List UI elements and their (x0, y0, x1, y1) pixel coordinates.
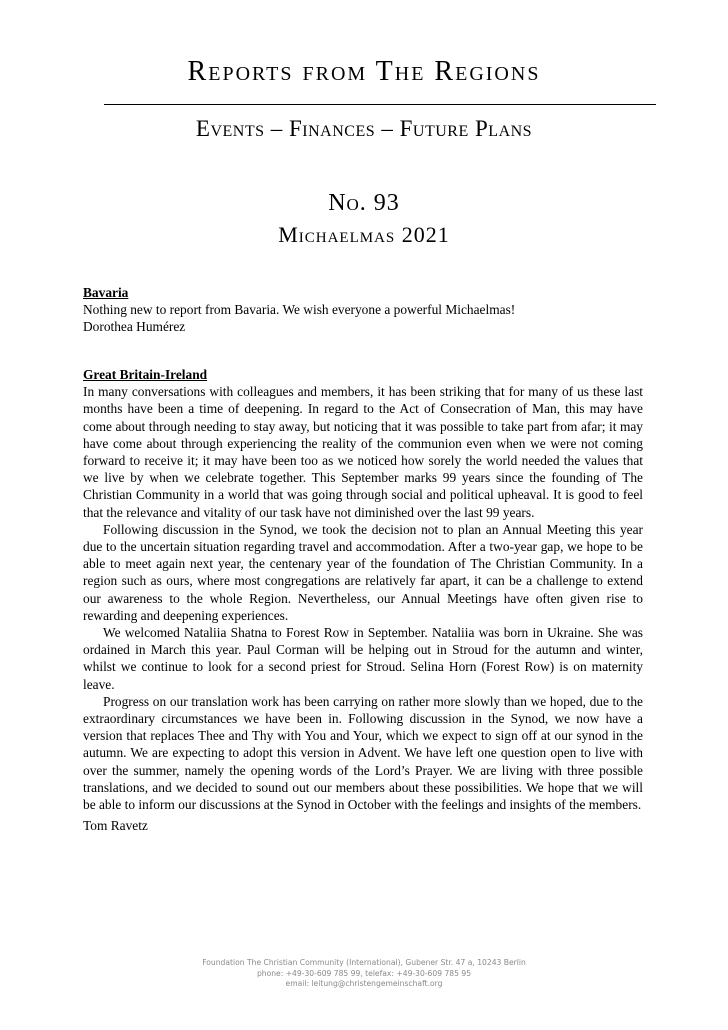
document-subtitle: Events – Finances – Future Plans (195, 116, 533, 141)
section-signature: Dorothea Humérez (83, 319, 186, 335)
section-signature: Tom Ravetz (83, 818, 148, 834)
section-paragraph: Following discussion in the Synod, we took the decision not to plan an Annual Meeting this year due to the uncertain situation regarding travel and accommodation. After a two-year gap, we hope to be able to meet again next year, the centenary year of the foundation of The Christian Community. In a region such as ours, where most congregations are relatively far apart, it can be a challenge to extend our awareness to the whole Region. Nevertheless, our Annual Meetings have often given rise to rewarding and deepening experiences. (83, 521, 643, 623)
section-great-britain-ireland (83, 366, 643, 834)
page-footer (0, 958, 728, 990)
footer-address: Foundation The Christian Community (International), Gubener Str. 47 a, 10243 Berlin (202, 958, 526, 967)
section-paragraph: Progress on our translation work has been carrying on rather more slowly than we hoped, due to the extraordinary circumstances we have been in. Following discussion in the Synod, we now have a version that replaces Thee and Thy with You and Your, which we expect to sign off at our synod in the autumn. We are expecting to adopt this version in Advent. We have left one question open to live with over the summer, namely the opening words of the Lord’s Prayer. We are living with three possible translations, and we decided to sound out our members about these possibilities. We hope that we will be able to inform our discussions at the Synod in October with the feelings and insights of the members. (83, 693, 643, 813)
section-paragraph: We welcomed Nataliia Shatna to Forest Row in September. Nataliia was born in Ukraine. She was ordained in March this year. Paul Corman will be helping out in Stroud for the autumn and winter, whilst we continue to look for a second priest for Stroud. Selina Horn (Forest Row) is on maternity leave. (83, 625, 643, 692)
section-heading: Great Britain-Ireland (83, 367, 208, 382)
section-bavaria (83, 284, 643, 336)
section-paragraph: Nothing new to report from Bavaria. We wish everyone a powerful Michaelmas! (83, 302, 516, 318)
section-paragraph: In many conversations with colleagues and members, it has been striking that for many of us these last months have been a time of deepening. In regard to the Act of Consecration of Man, this may have come about through needing to stay away, but noticing that it was possible to take part from afar; it may have come about through experiencing the reality of the communion even when we were not coming forward to receive it; it may have been too as we noticed how sorely the world needed the values that we live by when we celebrate together. This September marks 99 years since the founding of The Christian Community in a world that was going through social and political upheaval. It is good to feel that the relevance and vitality of our task have not diminished over the last 99 years. (83, 384, 643, 520)
issue-season: Michaelmas 2021 (278, 222, 450, 247)
issue-number: No. 93 (328, 190, 400, 216)
footer-phone: phone: +49-30-609 785 99, telefax: +49-30-609 785 95 (256, 968, 472, 978)
title-divider (104, 104, 656, 105)
footer-email: email: leitung@christengemeinschaft.org (285, 979, 443, 988)
document-title: Reports from The Regions (187, 56, 541, 87)
section-heading: Bavaria (83, 285, 129, 300)
